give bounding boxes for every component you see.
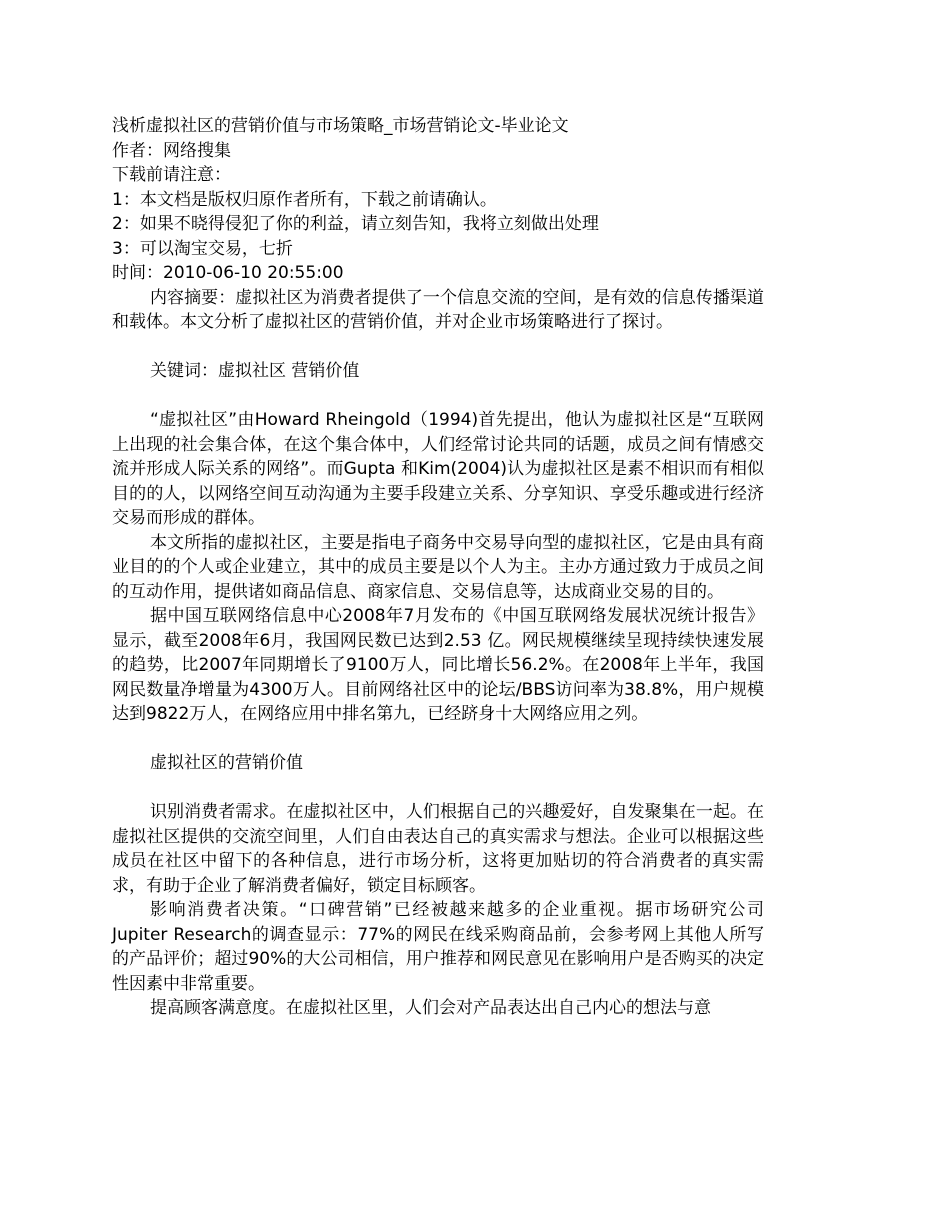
keywords-line: 关键词：虚拟社区 营销价值 — [150, 361, 360, 381]
time-line: 时间：2010-06-10 20:55:00 — [112, 263, 344, 283]
abstract-paragraph: 内容摘要：虚拟社区为消费者提供了一个信息交流的空间，是有效的信息传播渠道和载体。本文分析了虚拟社区的营销价值，并对企业市场策略进行了探讨。 — [112, 287, 764, 332]
section-paragraph-1: 识别消费者需求。在虚拟社区中，人们根据自己的兴趣爱好，自发聚集在一起。在虚拟社区提供的交流空间里，人们自由表达自己的真实需求与想法。企业可以根据这些成员在社区中留下的各种信息，进行市场分析，这将更加贴切的符合消费者的真实需求，有助于企业了解消费者偏好，锁定目标顾客。 — [112, 802, 764, 896]
notice-item-1: 1：本文档是版权归原作者所有，下载之前请确认。 — [112, 189, 497, 210]
author-line: 作者：网络搜集 — [112, 140, 231, 161]
section-paragraph-2: 影响消费者决策。“口碑营销”已经被越来越多的企业重视。据市场研究公司Jupiter Research的调查显示：77%的网民在线采购商品前，会参考网上其他人所写的产品评价；超过90%的大公司相信，用户推荐和网民意见在影响用户是否购买的决定性因素中非常重要。 — [112, 900, 764, 994]
document-title: 浅析虚拟社区的营销价值与市场策略_市场营销论文-毕业论文 — [112, 116, 569, 136]
spacer — [112, 776, 764, 801]
spacer — [112, 727, 764, 752]
document-body — [112, 114, 764, 1021]
body-paragraph-3: 据中国互联网络信息中心2008年7月发布的《中国互联网络发展状况统计报告》显示，截至2008年6月，我国网民数已达到2.53 亿。网民规模继续呈现持续快速发展的趋势，比2007年同期增长了9100万人，同比增长56.2%。在2008年上半年，我国网民数量净增量为4300万人。目前网络社区中的论坛/BBS访问率为38.8%，用户规模达到9822万人，在网络应用中排名第九，已经跻身十大网络应用之列。 — [112, 606, 764, 724]
notice-item-2: 2：如果不晓得侵犯了你的利益，请立刻告知，我将立刻做出处理 — [112, 214, 599, 234]
section-heading: 虚拟社区的营销价值 — [150, 753, 303, 773]
section-paragraph-3: 提高顾客满意度。在虚拟社区里，人们会对产品表达出自己内心的想法与意 — [150, 998, 711, 1018]
body-paragraph-1: “虚拟社区”由Howard Rheingold（1994)首先提出，他认为虚拟社区是“互联网上出现的社会集合体，在这个集合体中，人们经常讨论共同的话题，成员之间有情感交流并形成人际关系的网络”。而Gupta 和Kim(2004)认为虚拟社区是素不相识而有相似目的的人，以网络空间互动沟通为主要手段建立关系、分享知识、享受乐趣或进行经济交易而形成的群体。 — [112, 410, 764, 528]
notice-heading: 下载前请注意： — [112, 165, 231, 185]
body-paragraph-2: 本文所指的虚拟社区，主要是指电子商务中交易导向型的虚拟社区，它是由具有商业目的的个人或企业建立，其中的成员主要是以个人为主。主办方通过致力于成员之间的互动作用，提供诸如商品信息、商家信息、交易信息等，达成商业交易的目的。 — [112, 532, 764, 602]
spacer — [112, 335, 764, 360]
notice-item-3: 3：可以淘宝交易，七折 — [112, 238, 293, 259]
spacer — [112, 384, 764, 409]
